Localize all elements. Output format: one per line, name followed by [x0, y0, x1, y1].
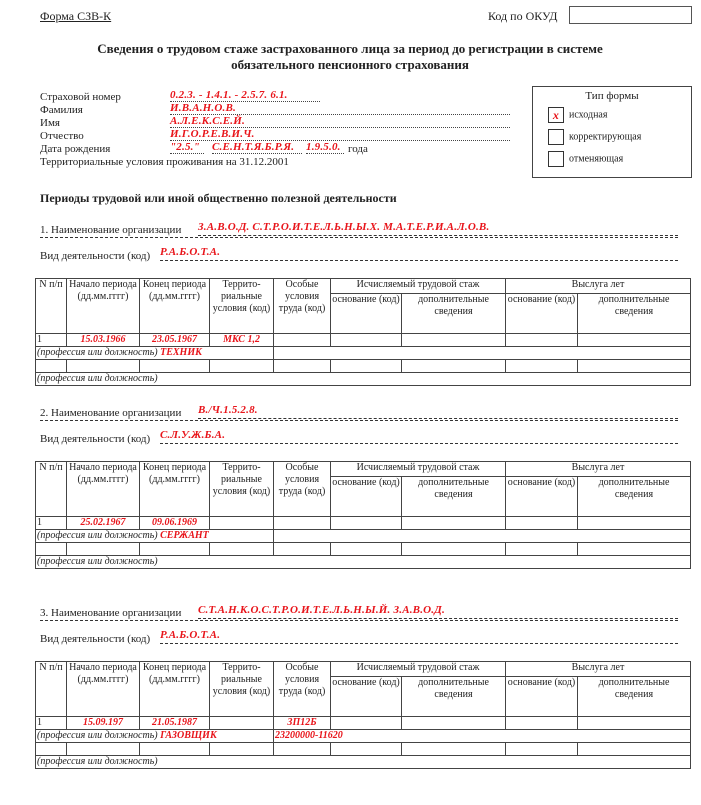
profession-value: ГАЗОВЩИК — [160, 730, 217, 741]
col-additional: дополнительные сведения — [578, 294, 691, 334]
table-row: 1 15.03.1966 23.05.1967 МКС 1,2 — [36, 334, 691, 347]
org-label: 3. Наименование организации — [40, 607, 182, 619]
col-basis: основание (код) — [506, 294, 578, 334]
birth-year: 1.9.5.0. — [306, 141, 344, 154]
col-additional: дополнительные сведения — [402, 294, 506, 334]
col-special: Особые условия труда (код) — [274, 462, 331, 517]
org-name-value: З.А.В.О.Д. С.Т.Р.О.И.Т.Е.Л.Ь.Н.Ы.Х. М.А.Т.Е.Р.И.А.Л.О.В. — [198, 221, 678, 236]
col-end: Конец периода (дд.мм.гггг) — [140, 279, 210, 334]
col-additional: дополнительные сведения — [402, 677, 506, 717]
form-type-cancelling[interactable]: отменяющая — [548, 151, 623, 167]
col-basis: основание (код) — [506, 677, 578, 717]
col-additional: дополнительные сведения — [578, 477, 691, 517]
activity-value: Р.А.Б.О.Т.А. — [160, 629, 678, 644]
col-basis: основание (код) — [331, 477, 402, 517]
col-start: Начало периода (дд.мм.гггг) — [67, 279, 140, 334]
profession-cell: (профессия или должность) — [36, 373, 691, 386]
name-value: А.Л.Е.К.С.Е.Й. — [170, 115, 510, 128]
profession-value: ТЕХНИК — [160, 347, 202, 358]
form-type-original[interactable]: x исходная — [548, 107, 607, 123]
col-seniority: Выслуга лет — [506, 462, 691, 477]
work-periods-table — [35, 278, 691, 386]
col-special: Особые условия труда (код) — [274, 279, 331, 334]
col-territory: Террито-риальные условия (код) — [210, 279, 274, 334]
col-territory: Террито-риальные условия (код) — [210, 662, 274, 717]
period-end-value: 09.06.1969 — [140, 517, 210, 530]
activity-label: Вид деятельности (код) — [40, 633, 151, 645]
profession-cell: (профессия или должность) СЕРЖАНТ — [36, 530, 274, 543]
org-name-value: С.Т.А.Н.К.О.С.Т.Р.О.И.Т.Е.Л.Ь.Н.Ы.Й. З.А.В.О.Д. — [198, 604, 678, 619]
col-seniority: Выслуга лет — [506, 279, 691, 294]
patronymic-value: И.Г.О.Р.Е.В.И.Ч. — [170, 128, 510, 141]
birth-day: "2.5." — [170, 141, 204, 154]
profession-cell: (профессия или должность) ГАЗОВЩИК — [36, 730, 274, 743]
form-type-box — [532, 86, 692, 178]
col-end: Конец периода (дд.мм.гггг) — [140, 662, 210, 717]
period-end-value: 23.05.1967 — [140, 334, 210, 347]
activity-label: Вид деятельности (код) — [40, 250, 151, 262]
col-n: N п/п — [36, 279, 67, 334]
territory-value: МКС 1,2 — [210, 334, 274, 347]
col-calc-stazh: Исчисляемый трудовой стаж — [331, 279, 506, 294]
profession-cell: (профессия или должность) — [36, 756, 691, 769]
profession-value: СЕРЖАНТ — [160, 530, 209, 541]
okud-label: Код по ОКУД — [488, 9, 558, 23]
section-title: Периоды трудовой или иной общественно полезной деятельности — [40, 191, 397, 205]
org-label: 1. Наименование организации — [40, 224, 182, 236]
col-basis: основание (код) — [506, 477, 578, 517]
org-label: 2. Наименование организации — [40, 407, 182, 419]
territory-value — [210, 717, 274, 730]
work-periods-table — [35, 661, 691, 769]
org-name-line — [40, 619, 678, 621]
col-start: Начало периода (дд.мм.гггг) — [67, 462, 140, 517]
col-special: Особые условия труда (код) — [274, 662, 331, 717]
special-value: ЗП12Б — [274, 717, 331, 730]
profession-row — [36, 556, 691, 569]
col-territory: Террито-риальные условия (код) — [210, 462, 274, 517]
period-start-value: 15.09.197 — [67, 717, 140, 730]
territory-label: Территориальные условия проживания на 31.12.2001 — [40, 156, 289, 168]
table-row: 1 15.09.197 21.05.1987 ЗП12Б — [36, 717, 691, 730]
table-row: 1 25.02.1967 09.06.1969 — [36, 517, 691, 530]
col-calc-stazh: Исчисляемый трудовой стаж — [331, 662, 506, 677]
table-row — [36, 543, 691, 556]
okud-code-field[interactable] — [569, 6, 692, 24]
period-start-value: 25.02.1967 — [67, 517, 140, 530]
profession-cell: (профессия или должность) ТЕХНИК — [36, 347, 274, 360]
checkbox-cancelling[interactable] — [548, 151, 564, 167]
surname-value: И.В.А.Н.О.В. — [170, 102, 510, 115]
activity-label: Вид деятельности (код) — [40, 433, 151, 445]
col-calc-stazh: Исчисляемый трудовой стаж — [331, 462, 506, 477]
col-seniority: Выслуга лет — [506, 662, 691, 677]
surname-label: Фамилия — [40, 104, 83, 116]
col-start: Начало периода (дд.мм.гггг) — [67, 662, 140, 717]
insurance-value: 0.2.3. - 1.4.1. - 2.5.7. 6.1. — [170, 89, 320, 102]
special-extra-value — [274, 347, 691, 360]
profession-row — [36, 730, 691, 743]
checkbox-corrective[interactable] — [548, 129, 564, 145]
col-end: Конец периода (дд.мм.гггг) — [140, 462, 210, 517]
activity-value: С.Л.У.Ж.Б.А. — [160, 429, 678, 444]
profession-row — [36, 347, 691, 360]
special-value — [274, 334, 331, 347]
special-extra-value: 23200000-11620 — [274, 730, 691, 743]
col-additional: дополнительные сведения — [578, 677, 691, 717]
period-end-value: 21.05.1987 — [140, 717, 210, 730]
form-type-corrective[interactable]: корректирующая — [548, 129, 641, 145]
col-additional: дополнительные сведения — [402, 477, 506, 517]
table-row — [36, 743, 691, 756]
special-extra-value — [274, 530, 691, 543]
birth-year-suffix: года — [348, 143, 368, 155]
special-value — [274, 517, 331, 530]
territory-value — [210, 517, 274, 530]
form-type-title: Тип формы — [585, 90, 639, 102]
form-name: Форма СЗВ-К — [40, 9, 112, 23]
table-row — [36, 360, 691, 373]
profession-row — [36, 530, 691, 543]
activity-value: Р.А.Б.О.Т.А. — [160, 246, 678, 261]
col-basis: основание (код) — [331, 677, 402, 717]
birth-label: Дата рождения — [40, 143, 111, 155]
org-name-value: В./Ч.1.5.2.8. — [198, 404, 678, 419]
profession-cell: (профессия или должность) — [36, 556, 691, 569]
profession-row — [36, 756, 691, 769]
birth-month: С.Е.Н.Т.Я.Б.Р.Я. — [212, 141, 302, 154]
col-n: N п/п — [36, 662, 67, 717]
org-name-line — [40, 419, 678, 421]
patronymic-label: Отчество — [40, 130, 84, 142]
col-n: N п/п — [36, 462, 67, 517]
work-periods-table — [35, 461, 691, 569]
period-start-value: 15.03.1966 — [67, 334, 140, 347]
checkbox-original[interactable]: x — [548, 107, 564, 123]
page-title: Сведения о трудовом стаже застрахованного лица за период до регистрации в системе обязательного пенсионного страхования — [97, 41, 603, 72]
col-basis: основание (код) — [331, 294, 402, 334]
org-name-line — [40, 236, 678, 238]
profession-row — [36, 373, 691, 386]
insurance-label: Страховой номер — [40, 91, 121, 103]
name-label: Имя — [40, 117, 60, 129]
